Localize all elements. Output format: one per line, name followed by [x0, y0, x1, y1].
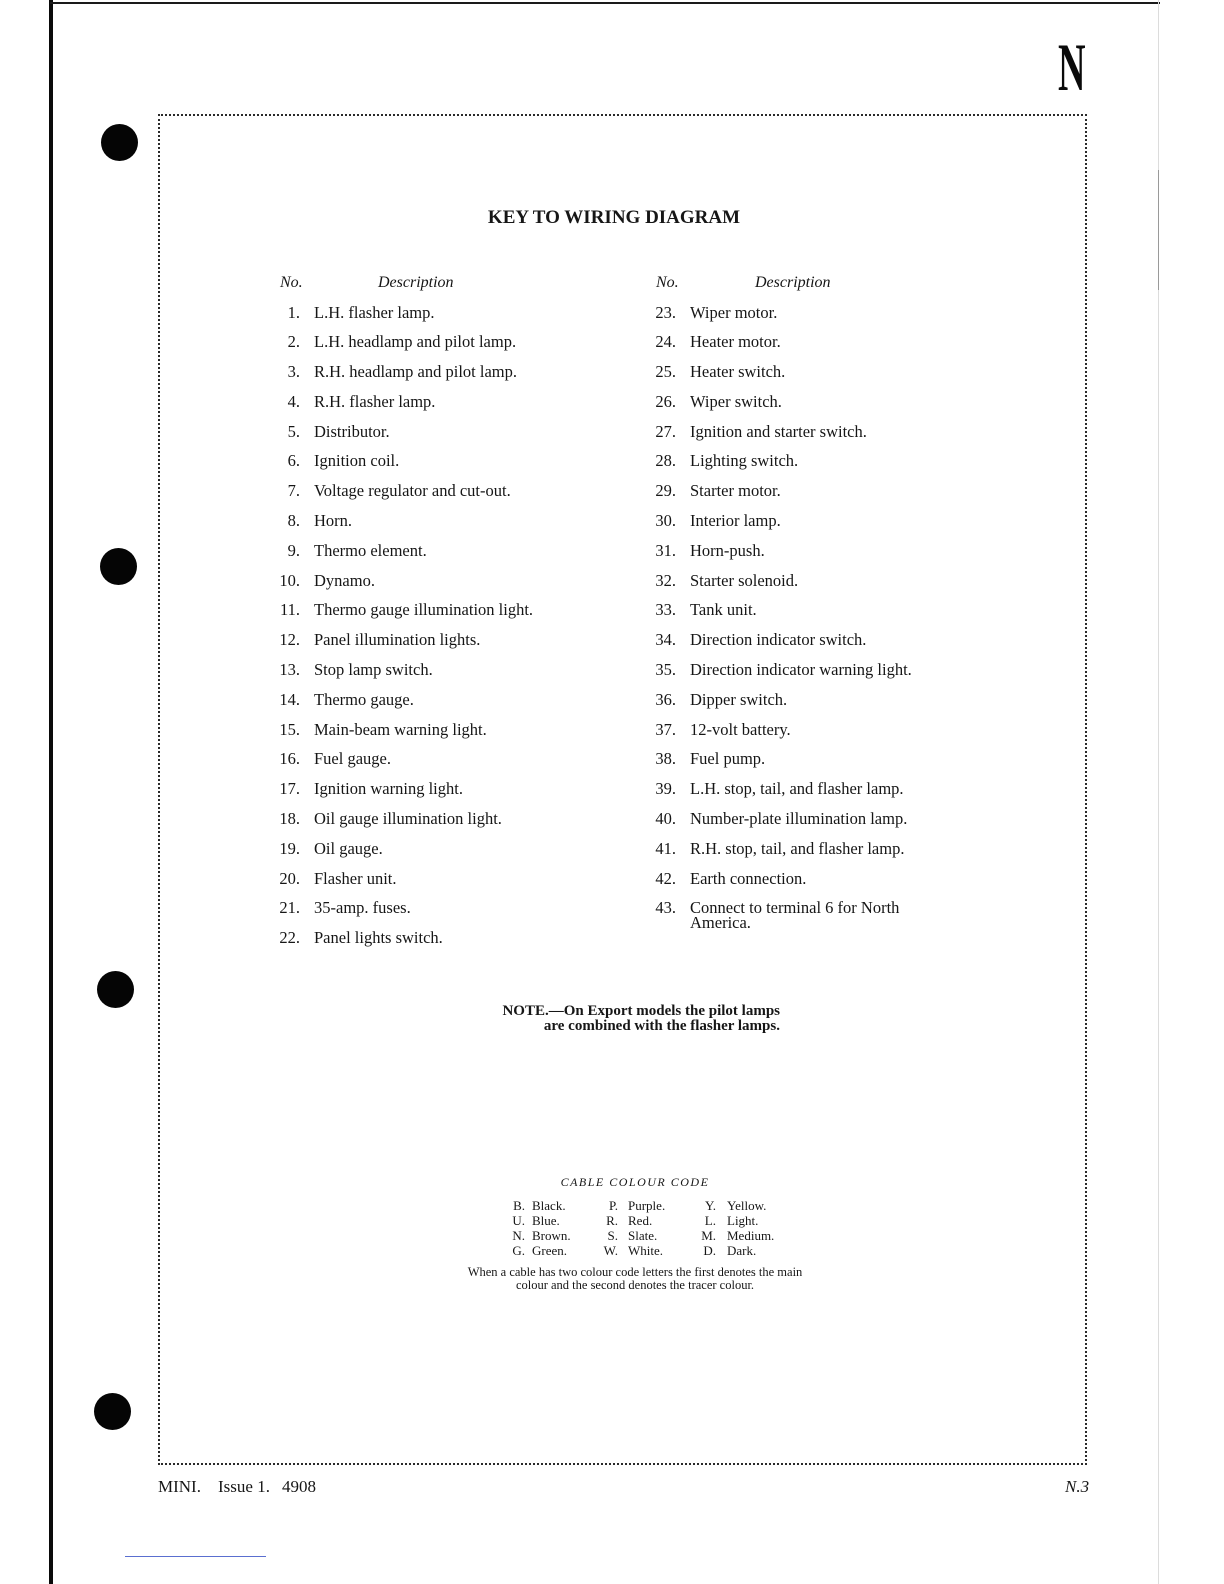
colour-code-letter: D. — [703, 1242, 716, 1258]
left-no-header: No. — [280, 273, 303, 291]
item-description: L.H. flasher lamp. — [314, 302, 435, 322]
key-item — [646, 864, 924, 894]
item-number: 26. — [655, 391, 676, 411]
export-note — [380, 1004, 780, 1034]
colour-code-letter: M. — [701, 1227, 716, 1243]
item-number: 35. — [655, 660, 676, 680]
right-no-header: No. — [656, 273, 679, 291]
item-number: 4. — [287, 391, 300, 411]
key-item — [646, 715, 924, 745]
colour-code-letter: P. — [608, 1197, 618, 1213]
item-number: 20. — [279, 868, 300, 888]
item-description: Direction indicator switch. — [690, 630, 867, 650]
item-number: 14. — [279, 689, 300, 709]
item-number: 18. — [279, 809, 300, 829]
cable-colour-code-table — [500, 1198, 790, 1258]
item-description: Direction indicator warning light. — [690, 660, 912, 680]
item-description: Tank unit. — [690, 600, 757, 620]
item-number: 34. — [655, 630, 676, 650]
colour-code-name: Red. — [628, 1212, 653, 1228]
item-description: Wiper switch. — [690, 391, 782, 411]
key-item — [270, 834, 533, 864]
item-description: Fuel gauge. — [314, 749, 391, 769]
key-item — [270, 566, 533, 596]
item-description: Starter solenoid. — [690, 570, 799, 590]
colour-code-letter: Y. — [705, 1197, 716, 1213]
key-item — [646, 298, 924, 328]
item-number: 41. — [655, 838, 676, 858]
key-item — [646, 893, 924, 933]
cable-colour-code-title: CABLE COLOUR CODE — [560, 1174, 710, 1189]
colour-code-name: Purple. — [628, 1197, 666, 1213]
item-description: R.H. headlamp and pilot lamp. — [314, 362, 518, 382]
item-description: Voltage regulator and cut-out. — [314, 481, 511, 501]
item-number: 40. — [655, 809, 676, 829]
item-number: 33. — [655, 600, 676, 620]
key-item — [646, 625, 924, 655]
key-item — [646, 476, 924, 506]
key-item — [270, 536, 533, 566]
item-number: 37. — [655, 719, 676, 739]
key-item — [646, 327, 924, 357]
key-item — [270, 774, 533, 804]
right-description-header: Description — [755, 273, 831, 291]
item-number: 13. — [279, 660, 300, 680]
note-line: NOTE.—On Export models the pilot lamps — [502, 1002, 780, 1019]
item-number: 28. — [655, 451, 676, 471]
item-description: Oil gauge. — [314, 838, 383, 858]
item-description: Panel lights switch. — [314, 928, 443, 948]
item-number: 31. — [655, 540, 676, 560]
key-item — [270, 923, 533, 953]
key-item — [270, 804, 533, 834]
key-item — [646, 357, 924, 387]
key-item — [646, 536, 924, 566]
item-number: 17. — [279, 779, 300, 799]
colour-code-name: Yellow. — [727, 1197, 767, 1213]
item-description: Starter motor. — [690, 481, 781, 501]
colour-code-letter: R. — [606, 1212, 618, 1228]
item-description: Dynamo. — [314, 570, 375, 590]
item-description: Interior lamp. — [690, 511, 781, 531]
item-number: 25. — [655, 362, 676, 382]
item-number: 39. — [655, 779, 676, 799]
item-description: Distributor. — [314, 421, 390, 441]
page-title: KEY TO WIRING DIAGRAM — [487, 207, 741, 228]
item-description: Thermo gauge illumination light. — [314, 600, 534, 620]
item-description: L.H. stop, tail, and flasher lamp. — [690, 779, 904, 799]
key-item — [646, 685, 924, 715]
key-item — [270, 625, 533, 655]
key-item — [270, 327, 533, 357]
item-number: 10. — [279, 570, 300, 590]
scan-edge-top — [50, 2, 1160, 4]
colour-code-name: Medium. — [727, 1227, 775, 1243]
colour-code-name: Dark. — [727, 1242, 757, 1258]
colour-code-letter: G. — [512, 1242, 525, 1258]
colour-code-name: White. — [628, 1242, 664, 1258]
key-item — [270, 595, 533, 625]
note-line: are combined with the flasher lamps. — [543, 1017, 780, 1034]
colour-code-name: Brown. — [532, 1227, 571, 1243]
colour-code-name: Light. — [727, 1212, 759, 1228]
item-description: Oil gauge illumination light. — [314, 809, 502, 829]
key-item — [270, 744, 533, 774]
colour-code-letter: B. — [513, 1197, 525, 1213]
colour-code-letter: U. — [512, 1212, 525, 1228]
key-item — [270, 893, 533, 923]
key-item — [270, 685, 533, 715]
item-number: 36. — [655, 689, 676, 709]
explanation-line: When a cable has two colour code letters the first denotes the main — [467, 1265, 803, 1279]
colour-code-name: Blue. — [532, 1212, 560, 1228]
key-item — [270, 387, 533, 417]
item-number: 19. — [279, 838, 300, 858]
key-item — [646, 655, 924, 685]
colour-code-name: Black. — [532, 1197, 566, 1213]
item-description: Lighting switch. — [690, 451, 799, 471]
item-description: 12-volt battery. — [690, 719, 791, 739]
item-description: Thermo element. — [314, 540, 427, 560]
item-number: 21. — [279, 898, 300, 918]
item-description: Ignition coil. — [314, 451, 400, 471]
item-number: 24. — [655, 332, 676, 352]
item-description: Stop lamp switch. — [314, 660, 433, 680]
key-item — [270, 357, 533, 387]
key-item — [646, 595, 924, 625]
key-item — [270, 864, 533, 894]
key-item — [270, 715, 533, 745]
item-description: Ignition and starter switch. — [690, 421, 867, 441]
key-item — [646, 744, 924, 774]
item-description: 35-amp. fuses. — [314, 898, 411, 918]
item-description: Connect to terminal 6 for North America. — [690, 898, 900, 933]
key-item — [646, 566, 924, 596]
colour-code-letter: N. — [512, 1227, 525, 1243]
item-description: L.H. headlamp and pilot lamp. — [314, 332, 517, 352]
item-number: 6. — [287, 451, 300, 471]
scan-edge-left — [49, 0, 53, 1584]
item-number: 32. — [655, 570, 676, 590]
item-number: 29. — [655, 481, 676, 501]
item-number: 9. — [287, 540, 300, 560]
item-number: 22. — [279, 928, 300, 948]
item-number: 23. — [655, 302, 676, 322]
key-list-left — [270, 298, 533, 954]
colour-code-letter: W. — [603, 1242, 618, 1258]
key-item — [646, 506, 924, 536]
key-item — [646, 446, 924, 476]
footer-issue: Issue 1. — [218, 1477, 270, 1496]
item-number: 7. — [287, 481, 300, 501]
item-description: Horn. — [314, 511, 353, 531]
item-number: 15. — [279, 719, 300, 739]
scan-edge-right-mark — [1158, 170, 1159, 290]
item-number: 11. — [279, 600, 300, 620]
item-description: Dipper switch. — [690, 689, 788, 709]
key-item — [270, 655, 533, 685]
item-description: Panel illumination lights. — [314, 630, 481, 650]
item-description: Main-beam warning light. — [314, 719, 487, 739]
item-description: R.H. stop, tail, and flasher lamp. — [690, 838, 905, 858]
item-description: R.H. flasher lamp. — [314, 391, 436, 411]
footer-model: MINI. — [158, 1477, 201, 1496]
item-number: 42. — [655, 868, 676, 888]
punch-hole — [94, 1393, 131, 1430]
punch-hole — [97, 971, 134, 1008]
scan-blue-rule — [125, 1556, 266, 1557]
punch-hole — [100, 548, 137, 585]
key-item — [646, 804, 924, 834]
item-number: 38. — [655, 749, 676, 769]
key-item — [646, 417, 924, 447]
item-description: Heater motor. — [690, 332, 781, 352]
key-item — [270, 417, 533, 447]
item-description: Fuel pump. — [690, 749, 766, 769]
item-description: Earth connection. — [690, 868, 807, 888]
item-number: 12. — [279, 630, 300, 650]
item-description: Flasher unit. — [314, 868, 397, 888]
item-description: Ignition warning light. — [314, 779, 463, 799]
key-item — [270, 446, 533, 476]
item-number: 16. — [279, 749, 300, 769]
left-description-header: Description — [378, 273, 454, 291]
key-item — [646, 834, 924, 864]
item-description: Wiper motor. — [690, 302, 778, 322]
key-item — [270, 476, 533, 506]
item-description: Horn-push. — [690, 540, 765, 560]
item-description: Heater switch. — [690, 362, 786, 382]
item-number: 2. — [287, 332, 300, 352]
colour-code-name: Green. — [532, 1242, 568, 1258]
item-number: 43. — [655, 898, 676, 918]
footer-page-number: N.3 — [1065, 1477, 1090, 1496]
item-description: Number-plate illumination lamp. — [690, 809, 908, 829]
key-list-right — [646, 298, 924, 933]
key-item — [270, 298, 533, 328]
punch-hole — [101, 124, 138, 161]
item-number: 27. — [655, 421, 676, 441]
colour-code-name: Slate. — [628, 1227, 658, 1243]
item-number: 3. — [287, 362, 300, 382]
key-item — [646, 387, 924, 417]
item-number: 8. — [287, 511, 300, 531]
key-item — [646, 774, 924, 804]
colour-code-letter: L. — [704, 1212, 716, 1228]
item-number: 1. — [287, 302, 300, 322]
colour-code-letter: S. — [607, 1227, 618, 1243]
explanation-line: colour and the second denotes the tracer colour. — [515, 1277, 755, 1292]
cable-colour-explanation — [335, 1266, 935, 1291]
section-letter: N — [1058, 29, 1086, 105]
key-item — [270, 506, 533, 536]
item-number: 30. — [655, 511, 676, 531]
footer-code: 4908 — [282, 1477, 316, 1496]
item-number: 5. — [287, 421, 300, 441]
item-description: Thermo gauge. — [314, 689, 414, 709]
